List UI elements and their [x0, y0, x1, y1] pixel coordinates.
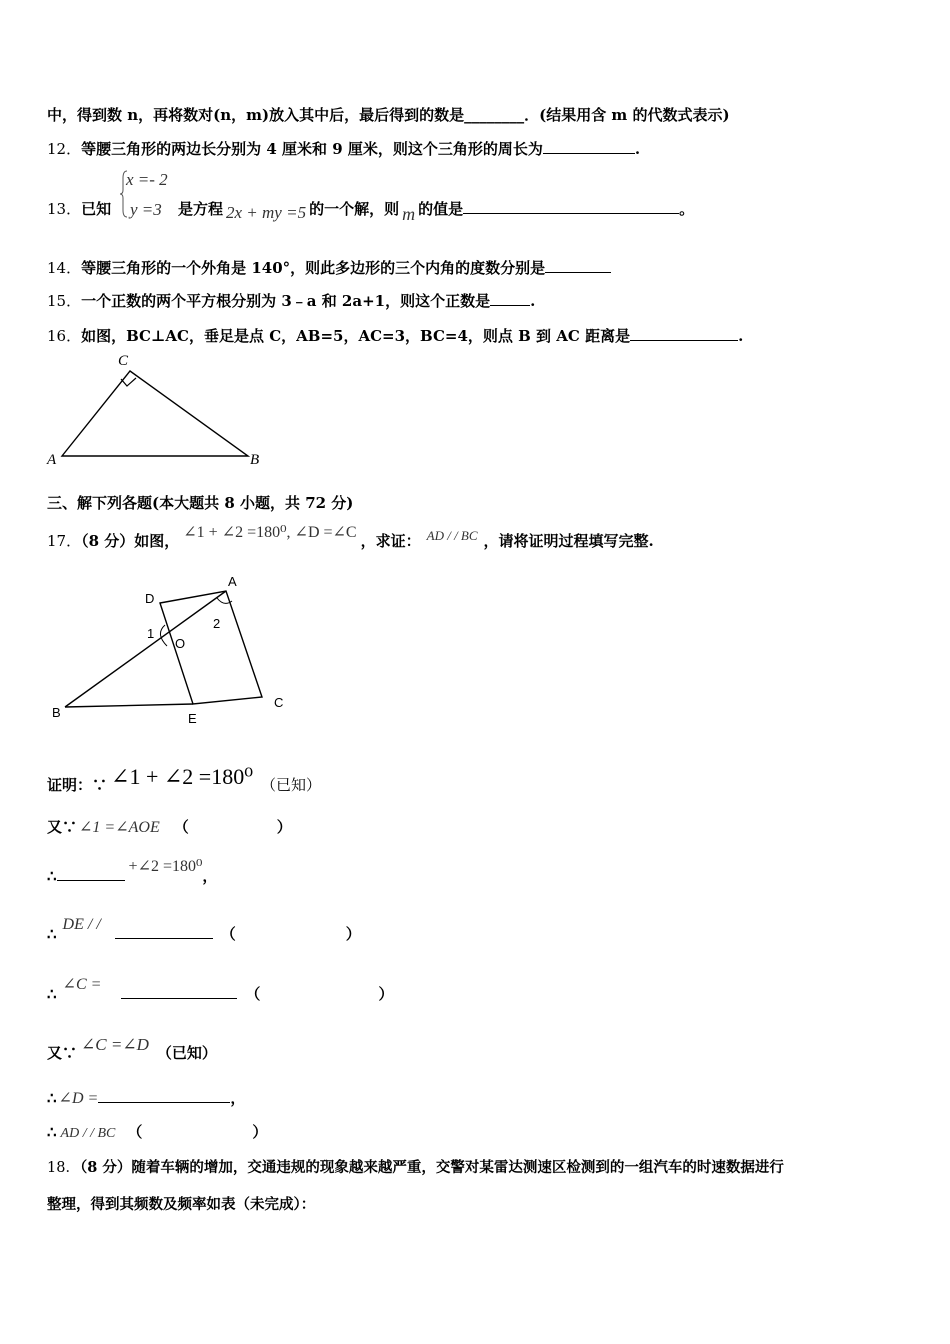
proof-line-6 — [47, 1035, 217, 1063]
proof-l8-paren-open: （ — [127, 1123, 143, 1141]
q17-label-o: O — [175, 636, 186, 651]
q16-label-c: C — [118, 353, 129, 369]
proof-l6-math: ∠C =∠D — [81, 1035, 149, 1054]
question-15 — [47, 290, 535, 311]
q17-number: 17． — [47, 532, 82, 550]
proof-line-2 — [47, 816, 292, 837]
q16-triangle-figure — [40, 350, 280, 470]
q14-text: 等腰三角形的一个外角是 140°，则此多边形的三个内角的度数分别是 — [81, 259, 546, 277]
q13-rest — [178, 198, 695, 224]
proof-l3-pre: ∴ — [47, 867, 57, 885]
proof-line-3 — [47, 858, 218, 886]
q13-variable: m — [402, 204, 416, 224]
q13-known: 已知 — [81, 200, 112, 218]
q12-end: . — [634, 140, 641, 158]
q17-label-b: B — [52, 705, 61, 720]
q12-text: 等腰三角形的两边长分别为 4 厘米和 9 厘米，则这个三角形的周长为 — [81, 140, 543, 158]
q17-given: ∠1 + ∠2 =180⁰, ∠D =∠C — [183, 524, 357, 541]
question-16 — [47, 325, 743, 346]
q17-label-2: 2 — [213, 616, 221, 631]
q17-prove: AD / / BC — [426, 528, 478, 543]
q16-text: 如图，BC⊥AC，垂足是点 C，AB=5，AC=3，BC=4，则点 B 到 AC 距离是 — [81, 327, 631, 345]
q15-number: 15． — [47, 292, 82, 310]
proof-l3-end: ， — [202, 867, 218, 885]
q13-main-equation: 2x + my =5 — [226, 203, 307, 222]
proof-line-8 — [47, 1121, 267, 1142]
proof-l2-pre: 又∵ — [47, 818, 78, 836]
proof-l1-reason: （已知） — [261, 776, 322, 794]
q16-number: 16． — [47, 327, 82, 345]
proof-l7-pre: ∴ — [47, 1089, 57, 1107]
proof-l5-blank[interactable] — [121, 984, 237, 999]
q17-instruction: ，请将证明过程填写完整. — [483, 532, 654, 550]
proof-l1-math: ∠1 + ∠2 =180⁰ — [111, 764, 254, 789]
proof-l7-math: ∠D = — [58, 1090, 99, 1107]
q14-answer-blank[interactable] — [545, 258, 611, 273]
segment-ba — [65, 591, 226, 707]
q13-is-solution: 是方程 — [178, 200, 224, 218]
question-12 — [47, 138, 640, 159]
q17-label-d: D — [145, 591, 155, 606]
segment-be — [65, 704, 193, 707]
proof-l7-blank[interactable] — [98, 1088, 230, 1103]
q17-label-e: E — [188, 711, 197, 726]
proof-l8-math: AD / / BC — [60, 1126, 116, 1141]
question-14 — [47, 257, 611, 278]
q17-label-c: C — [274, 695, 284, 710]
proof-l2-paren-open: （ — [173, 818, 189, 836]
proof-line-5 — [47, 976, 394, 1004]
proof-line-4 — [47, 916, 361, 944]
q16-answer-blank[interactable] — [630, 326, 738, 341]
q17-figure — [45, 570, 305, 730]
q14-number: 14． — [47, 259, 82, 277]
proof-l7-end: ， — [230, 1089, 246, 1107]
q13-number: 13． — [47, 200, 82, 218]
proof-l2-paren-close: ） — [276, 818, 292, 836]
proof-l2-math: ∠1 =∠AOE — [79, 819, 160, 836]
q17-score: （8 分）如图， — [81, 532, 180, 550]
q13-solution-of: 的一个解，则 — [309, 200, 400, 218]
q15-text: 一个正数的两个平方根分别为 3﹣a 和 2a+1，则这个正数是 — [81, 292, 491, 310]
proof-l8-pre: ∴ — [47, 1123, 57, 1141]
question-18-line-2: 整理，得到其频数及频率如表（未完成）： — [47, 1196, 316, 1213]
q16-label-a: A — [47, 452, 57, 468]
q13-end: 。 — [679, 200, 695, 218]
q18-line1: （8 分）随着车辆的增加，交通违规的现象越来越严重，交警对某雷达测速区检测到的一组汽车的时速数据进行 — [79, 1159, 784, 1176]
q13-value-is: 的值是 — [418, 200, 464, 218]
q13-equation-2: y =3 — [130, 200, 162, 219]
triangle-abc — [62, 371, 248, 456]
q13-answer-blank[interactable] — [463, 199, 679, 214]
q12-answer-blank[interactable] — [543, 139, 635, 154]
q12-number: 12． — [47, 140, 82, 158]
proof-l4-math: DE / / — [62, 916, 101, 933]
proof-l3-math: +∠2 =180⁰ — [128, 858, 203, 875]
q16-label-b: B — [250, 452, 260, 468]
q11-tail: 中，得到数 n，再将数对(n，m)放入其中后，最后得到的数是________．(结果用含 m 的代数式表示) — [47, 106, 730, 124]
section-3-heading: 三、解下列各题(本大题共 8 小题，共 72 分) — [47, 494, 354, 512]
q17-label-1: 1 — [147, 626, 155, 641]
q15-end: . — [530, 292, 536, 310]
proof-l5-paren-open: （ — [245, 985, 261, 1003]
q18-number: 18． — [47, 1160, 80, 1176]
proof-l5-pre: ∴ — [47, 985, 57, 1003]
proof-l5-math: ∠C = — [62, 976, 102, 993]
proof-l5-paren-close: ） — [378, 985, 394, 1003]
proof-l1-pre: 证明：∵ — [47, 776, 108, 794]
proof-l8-paren-close: ） — [252, 1123, 268, 1141]
q15-answer-blank[interactable] — [490, 291, 530, 306]
question-17 — [47, 524, 654, 551]
question-13 — [47, 198, 111, 219]
proof-l6-pre: 又∵ — [47, 1044, 78, 1062]
proof-line-7 — [47, 1087, 245, 1108]
proof-l3-blank[interactable] — [57, 866, 125, 881]
proof-l4-pre: ∴ — [47, 925, 57, 943]
proof-line-1 — [47, 764, 322, 796]
q16-end: . — [738, 327, 744, 345]
q17-prove-label: ，求证： — [360, 532, 421, 550]
proof-l4-paren-open: （ — [220, 925, 236, 943]
question-18-line-1 — [47, 1156, 784, 1177]
proof-l4-paren-close: ） — [345, 925, 361, 943]
q17-label-a: A — [228, 574, 237, 589]
q13-equation-1: x =- 2 — [126, 170, 168, 189]
proof-l4-blank[interactable] — [115, 924, 213, 939]
proof-l6-reason: （已知） — [156, 1044, 217, 1062]
